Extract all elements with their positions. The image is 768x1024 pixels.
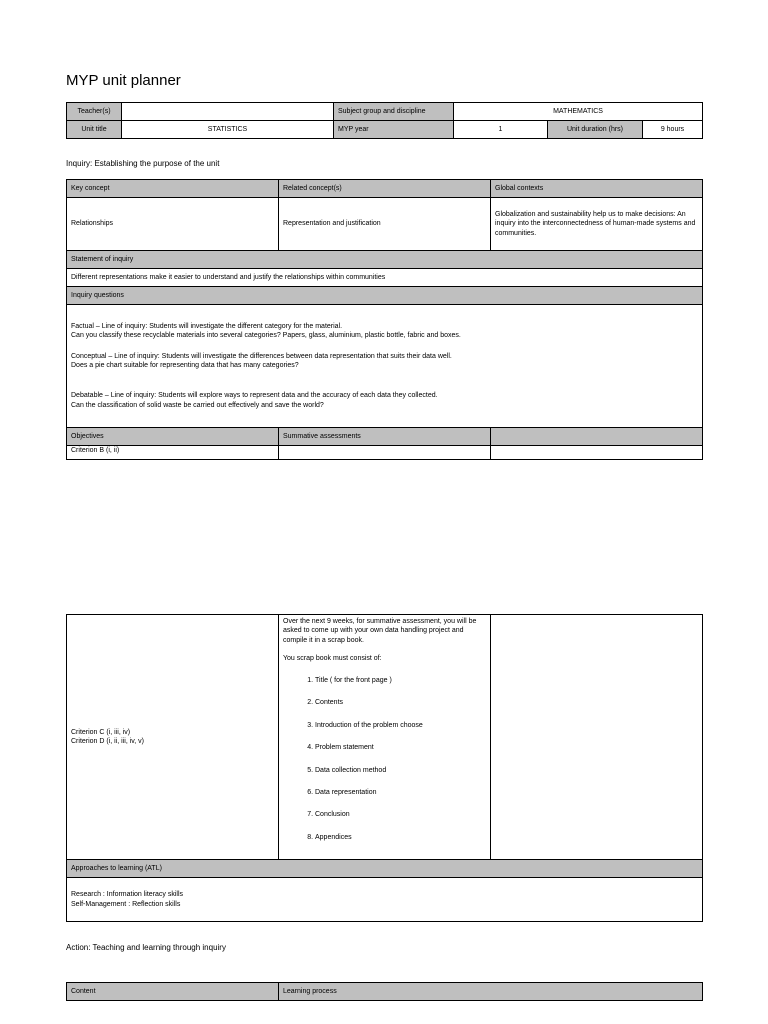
related-concepts-label: Related concept(s) <box>279 180 491 198</box>
scrap-item-conclusion: 7. Conclusion <box>315 810 486 819</box>
summative-empty-cell-1 <box>279 446 491 460</box>
scrap-item-contents: 2. Contents <box>315 698 486 707</box>
inquiry-heading: Inquiry: Establishing the purpose of the unit <box>66 159 220 168</box>
atl-label: Approaches to learning (ATL) <box>67 860 703 878</box>
factual-question-line: Factual – Line of inquiry: Students will investigate the different category for the material. <box>71 322 343 330</box>
unit-title-label: Unit title <box>67 121 122 139</box>
atl-self-management: Self-Management : Reflection skills <box>71 900 181 908</box>
summative-empty-header <box>491 428 703 446</box>
objectives-label: Objectives <box>67 428 279 446</box>
summative-task-cell <box>279 615 491 860</box>
conceptual-question-line: Conceptual – Line of inquiry: Students will investigate the differences between data representation that suits their data well. <box>71 352 452 360</box>
assessment-empty-cell <box>491 615 703 860</box>
summative-intro: Over the next 9 weeks, for summative assessment, you will be asked to come up with your own data handling project and compile it in a scrap book. <box>283 618 477 644</box>
summative-label: Summative assessments <box>279 428 491 446</box>
scrap-item-title: 1. Title ( for the front page ) <box>315 676 486 685</box>
assessment-table <box>66 614 703 922</box>
duration-value: 9 hours <box>643 121 703 139</box>
myp-year-label: MYP year <box>334 121 454 139</box>
subject-value: MATHEMATICS <box>454 103 703 121</box>
inquiry-questions-cell <box>67 305 703 428</box>
summative-empty-cell-2 <box>491 446 703 460</box>
questions-label: Inquiry questions <box>67 287 703 305</box>
inquiry-table <box>66 179 703 460</box>
learning-process-label: Learning process <box>279 983 703 1001</box>
content-label: Content <box>67 983 279 1001</box>
global-contexts-value: Globalization and sustainability help us to make decisions: An inquiry into the interconnectedness of human-made systems and communities. <box>491 198 703 251</box>
scrap-item-introduction: 3. Introduction of the problem choose <box>315 721 486 730</box>
key-concept-value: Relationships <box>67 198 279 251</box>
action-heading: Action: Teaching and learning through inquiry <box>66 943 226 952</box>
atl-research: Research : Information literacy skills <box>71 891 184 899</box>
statement-label: Statement of inquiry <box>67 251 703 269</box>
unit-title-value: STATISTICS <box>122 121 334 139</box>
myp-year-value: 1 <box>454 121 548 139</box>
criteria-cell <box>67 615 279 860</box>
scrap-book-intro: You scrap book must consist of: <box>283 655 382 663</box>
criterion-c: Criterion C (i, iii, iv) <box>71 728 131 736</box>
subject-label: Subject group and discipline <box>334 103 454 121</box>
teacher-label: Teacher(s) <box>67 103 122 121</box>
action-table <box>66 982 703 1001</box>
scrap-book-list <box>283 676 486 843</box>
scrap-item-data-representation: 6. Data representation <box>315 788 486 797</box>
statement-value: Different representations make it easier to understand and justify the relationships within communities <box>67 269 703 287</box>
scrap-item-problem-statement: 4. Problem statement <box>315 743 486 752</box>
atl-cell <box>67 878 703 922</box>
scrap-item-data-collection: 5. Data collection method <box>315 766 486 775</box>
unit-header-table <box>66 102 703 139</box>
criterion-b: Criterion B (i, ii) <box>67 446 279 460</box>
duration-label: Unit duration (hrs) <box>548 121 643 139</box>
debatable-question-line: Debatable – Line of inquiry: Students will explore ways to represent data and the accuracy of each data they collected. <box>71 392 438 400</box>
conceptual-question-text: Does a pie chart suitable for representing data that has many categories? <box>71 362 299 369</box>
related-concepts-value: Representation and justification <box>279 198 491 251</box>
global-contexts-label: Global contexts <box>491 180 703 198</box>
debatable-question-text: Can the classification of solid waste be carried out effectively and save the world? <box>71 401 324 409</box>
criterion-d: Criterion D (i, ii, iii, iv, v) <box>71 738 144 745</box>
key-concept-label: Key concept <box>67 180 279 198</box>
factual-question-text: Can you classify these recyclable materials into several categories? Papers, glass, aluminium, plastic bottle, fabric and boxes. <box>71 332 461 340</box>
teacher-value <box>122 103 334 121</box>
page-title: MYP unit planner <box>66 72 181 89</box>
scrap-item-appendices: 8. Appendices <box>315 833 486 842</box>
